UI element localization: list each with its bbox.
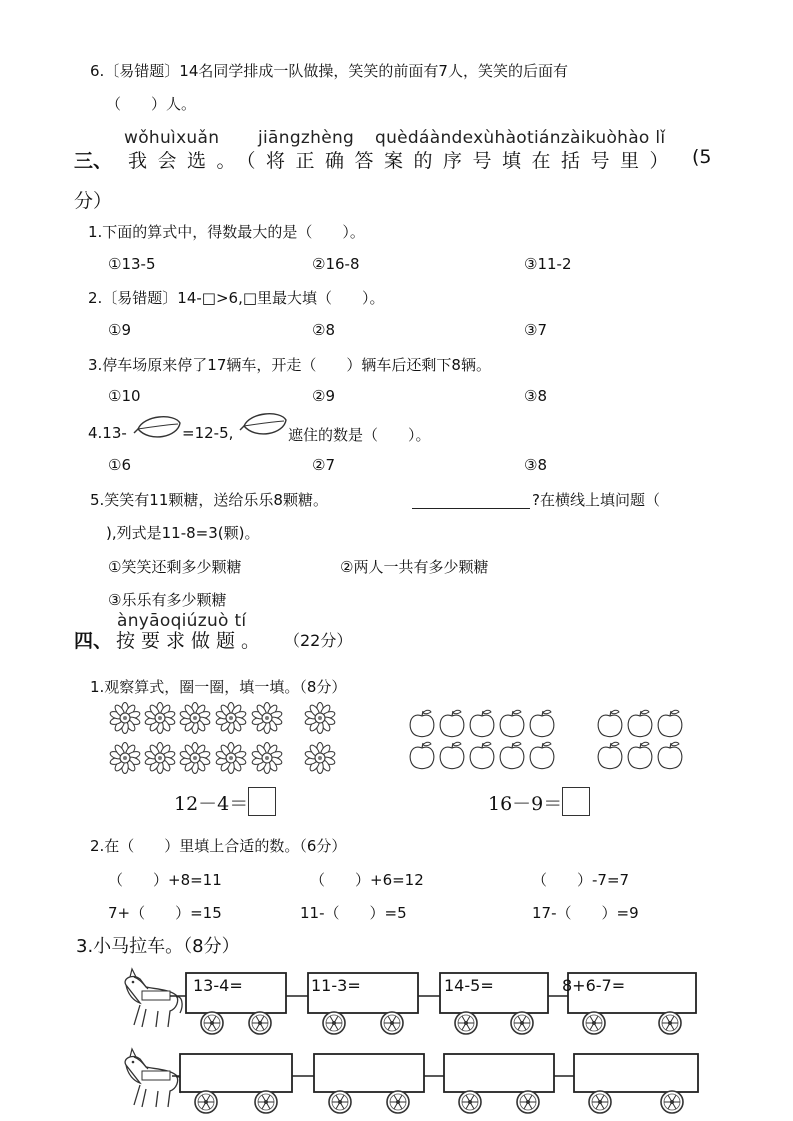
car-label-4: 8+6-7= <box>562 976 626 995</box>
s3-q4-stem-b: =12-5, <box>182 424 234 442</box>
section4-number: 四、 <box>74 630 113 652</box>
s3-q5-stem-a: 5.笑笑有11颗糖，送给乐乐8颗糖。 <box>90 491 328 509</box>
s3-q1-option-2[interactable]: ②16-8 <box>312 255 360 273</box>
s3-q2-stem: 2.〔易错题〕14-□>6,□里最大填（ ）。 <box>88 289 385 307</box>
s3-q4-stem-a: 4.13- <box>88 424 127 442</box>
wheel-icon <box>387 1091 409 1113</box>
cart-box <box>180 1054 292 1092</box>
wheel-icon <box>201 1012 223 1034</box>
wheel-icon <box>255 1091 277 1113</box>
section4-score: （22分） <box>284 631 353 650</box>
wheel-icon <box>589 1091 611 1113</box>
s3-q1-option-3[interactable]: ③11-2 <box>524 255 572 273</box>
s4-q1-equation-right: 16－9＝ <box>488 793 563 815</box>
s4-q2-stem: 2.在（ ）里填上合适的数。（6分） <box>90 837 347 855</box>
s3-q1-option-1[interactable]: ①13-5 <box>108 255 156 273</box>
section3-pinyin-2: jiāngzhèng <box>258 128 355 148</box>
s3-q5-stem-c: ),列式是11-8=3(颗)。 <box>106 524 260 542</box>
s3-q4-option-3[interactable]: ③8 <box>524 456 547 474</box>
s4-q2-item-2[interactable]: （ ）+6=12 <box>310 871 424 889</box>
cart-box <box>314 1054 424 1092</box>
horse-icon <box>125 1049 182 1107</box>
s3-q2-option-3[interactable]: ③7 <box>524 321 547 339</box>
s4-q2-item-5[interactable]: 11-（ ）=5 <box>300 904 407 922</box>
cart-box <box>444 1054 554 1092</box>
s4-q2-item-4[interactable]: 7+（ ）=15 <box>108 904 222 922</box>
s4-q1-equation-left: 12－4＝ <box>174 793 249 815</box>
s3-q4-option-2[interactable]: ②7 <box>312 456 335 474</box>
wheel-icon <box>661 1091 683 1113</box>
car-label-2: 11-3= <box>311 976 361 995</box>
s3-q3-option-1[interactable]: ①10 <box>108 387 141 405</box>
wheel-icon <box>323 1012 345 1034</box>
wheel-icon <box>459 1091 481 1113</box>
s3-q5-stem-b: ?在横线上填问题（ <box>532 491 660 509</box>
horse-icon <box>125 969 182 1027</box>
s3-q5-option-3[interactable]: ③乐乐有多少颗糖 <box>108 591 227 609</box>
section3-title: 我会选。（将正确答案的序号填在括号里） <box>128 150 680 172</box>
s3-q2-option-2[interactable]: ②8 <box>312 321 335 339</box>
section3-pinyin-3: quèdáàndexùhàotiánzàikuòhào lǐ <box>375 128 666 148</box>
s4-q2-item-6[interactable]: 17-（ ）=9 <box>532 904 639 922</box>
s3-q2-option-1[interactable]: ①9 <box>108 321 131 339</box>
wheel-icon <box>517 1091 539 1113</box>
section3-score: (5 <box>692 146 712 168</box>
s4-q3-stem: 3.小马拉车。（8分） <box>76 936 240 957</box>
wheel-icon <box>455 1012 477 1034</box>
s3-q5-option-2[interactable]: ②两人一共有多少颗糖 <box>340 558 489 576</box>
section3-pinyin-1: wǒhuìxuǎn <box>124 128 220 148</box>
section3-score-cont: 分） <box>74 190 113 212</box>
wheel-icon <box>659 1012 681 1034</box>
s3-q1-stem: 1.下面的算式中，得数最大的是（ ）。 <box>88 223 365 241</box>
s3-q3-stem: 3.停车场原来停了17辆车，开走（ ）辆车后还剩下8辆。 <box>88 356 491 374</box>
question-6-line2: （ ）人。 <box>106 95 197 113</box>
section4-title: 按要求做题。 <box>116 630 267 652</box>
s3-q3-option-2[interactable]: ②9 <box>312 387 335 405</box>
section3-number: 三、 <box>74 150 113 172</box>
wheel-icon <box>195 1091 217 1113</box>
s3-q5-option-1[interactable]: ①笑笑还剩多少颗糖 <box>108 558 242 576</box>
cart-box <box>574 1054 698 1092</box>
wheel-icon <box>511 1012 533 1034</box>
s4-q1-stem: 1.观察算式，圈一圈，填一填。（8分） <box>90 678 347 696</box>
wheel-icon <box>249 1012 271 1034</box>
wheel-icon <box>381 1012 403 1034</box>
s3-q4-option-1[interactable]: ①6 <box>108 456 131 474</box>
car-label-3: 14-5= <box>444 976 494 995</box>
s3-q4-stem-c: 遮住的数是（ ）。 <box>288 426 431 444</box>
car-label-1: 13-4= <box>193 976 243 995</box>
s4-q2-item-3[interactable]: （ ）-7=7 <box>532 871 630 889</box>
wheel-icon <box>583 1012 605 1034</box>
s4-q2-item-1[interactable]: （ ）+8=11 <box>108 871 222 889</box>
wheel-icon <box>329 1091 351 1113</box>
s3-q3-option-3[interactable]: ③8 <box>524 387 547 405</box>
question-6-line1: 6.〔易错题〕14名同学排成一队做操，笑笑的前面有7人，笑笑的后面有 <box>90 62 568 80</box>
section4-pinyin: ànyāoqiúzuò tí <box>117 611 247 631</box>
